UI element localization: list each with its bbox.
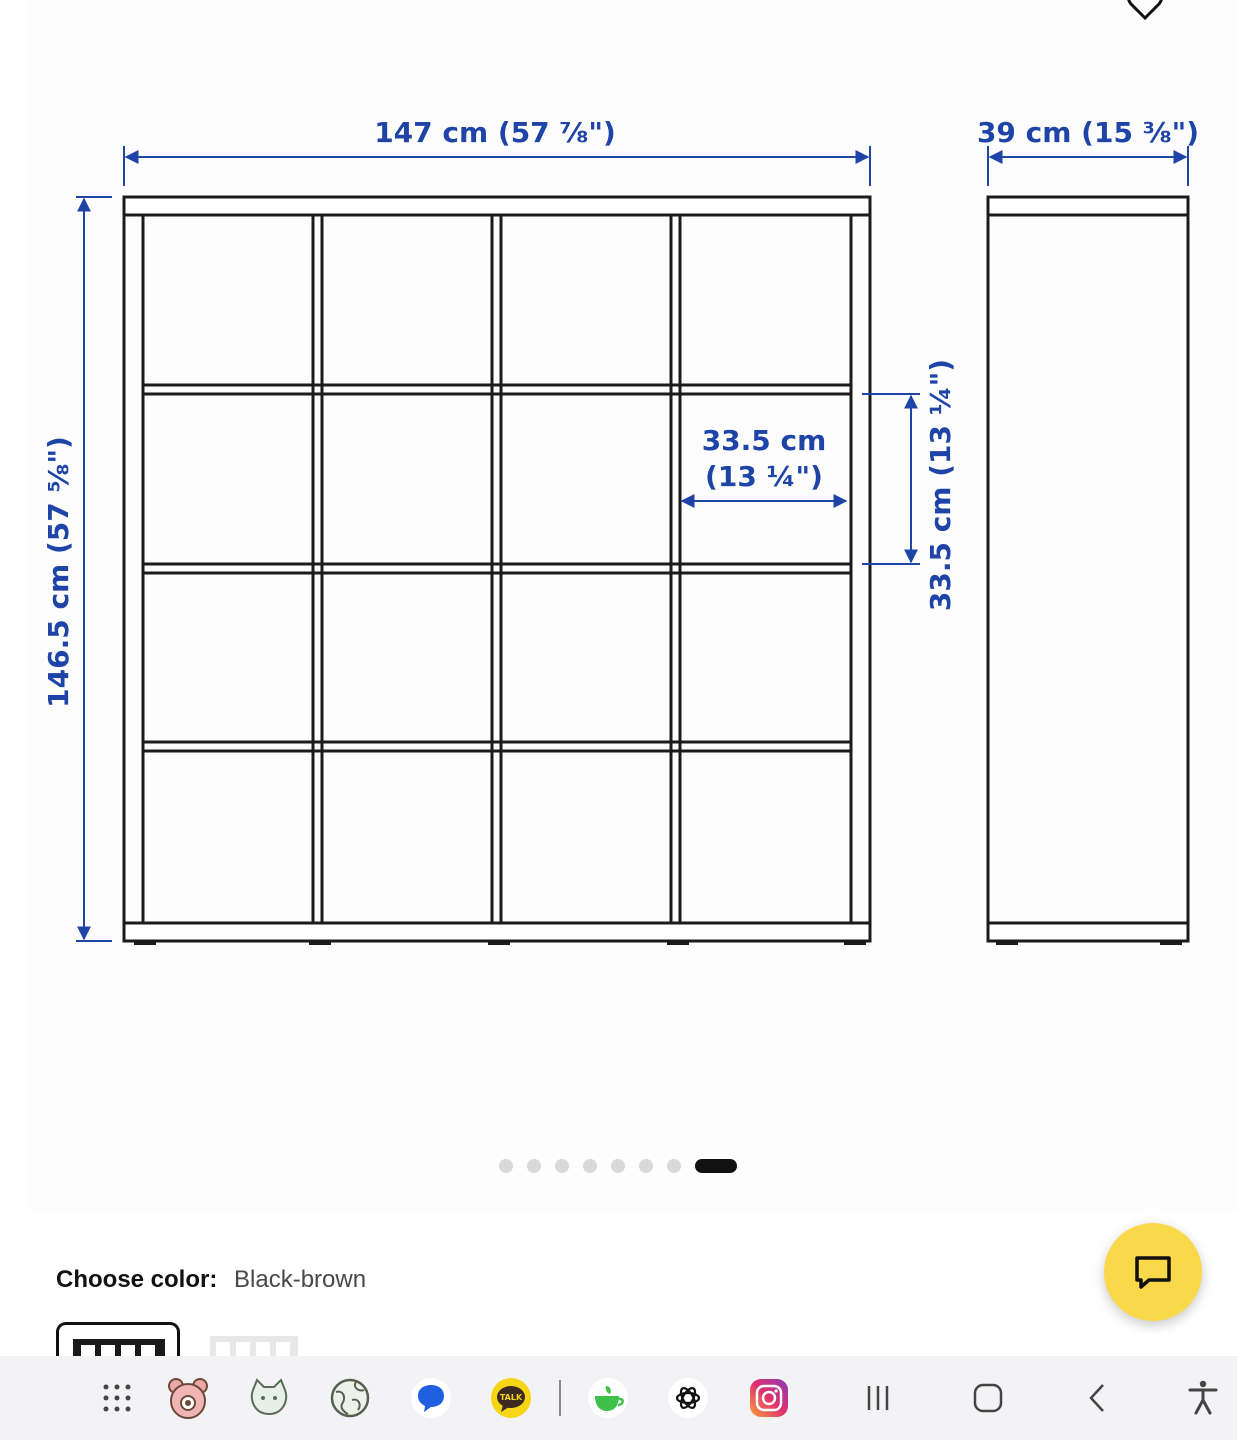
- globe-app-icon[interactable]: [328, 1376, 372, 1420]
- carousel-dot[interactable]: [667, 1159, 681, 1173]
- kakaotalk-badge: TALK: [499, 1393, 523, 1402]
- choose-color-label: Choose color:: [56, 1266, 218, 1293]
- back-icon[interactable]: [1076, 1376, 1120, 1420]
- carousel-dot[interactable]: [583, 1159, 597, 1173]
- selected-color-value: Black-brown: [234, 1266, 367, 1293]
- app-grid-icon[interactable]: [95, 1376, 139, 1420]
- carousel-pagination: [499, 1158, 737, 1174]
- instagram-app-icon[interactable]: [747, 1376, 791, 1420]
- messages-app-icon[interactable]: [409, 1376, 453, 1420]
- carousel-dot[interactable]: [499, 1159, 513, 1173]
- carousel-dot[interactable]: [555, 1159, 569, 1173]
- cell-width-imperial-label: (13 ¼"): [705, 460, 823, 493]
- cell-width-label: 33.5 cm: [701, 424, 827, 457]
- carousel-dot[interactable]: [611, 1159, 625, 1173]
- height-dimension-label: 146.5 cm (57 ⅝"): [42, 436, 75, 708]
- shelf-side-view: [988, 197, 1188, 941]
- accessibility-icon[interactable]: [1181, 1376, 1225, 1420]
- cell-height-label: 33.5 cm (13 ¼"): [924, 358, 957, 612]
- carousel-dot-active[interactable]: [695, 1159, 737, 1173]
- chat-button[interactable]: [1104, 1223, 1202, 1321]
- depth-dimension-label: 39 cm (15 ⅜"): [976, 116, 1200, 149]
- recents-icon[interactable]: [856, 1376, 900, 1420]
- cafe-app-icon[interactable]: [586, 1376, 630, 1420]
- system-taskbar: [0, 1356, 1237, 1440]
- chat-bubble-icon: [1133, 1254, 1173, 1290]
- cat-app-icon[interactable]: [247, 1376, 291, 1420]
- taskbar-divider: [559, 1380, 561, 1416]
- carousel-dot[interactable]: [639, 1159, 653, 1173]
- kakaotalk-app-icon[interactable]: [489, 1376, 533, 1420]
- bear-camera-app-icon[interactable]: [166, 1376, 210, 1420]
- color-selector-row: [56, 1266, 366, 1294]
- home-icon[interactable]: [966, 1376, 1010, 1420]
- width-dimension-label: 147 cm (57 ⅞"): [374, 116, 616, 149]
- chatgpt-app-icon[interactable]: [666, 1376, 710, 1420]
- shelf-front-view: [124, 197, 870, 941]
- carousel-dot[interactable]: [527, 1159, 541, 1173]
